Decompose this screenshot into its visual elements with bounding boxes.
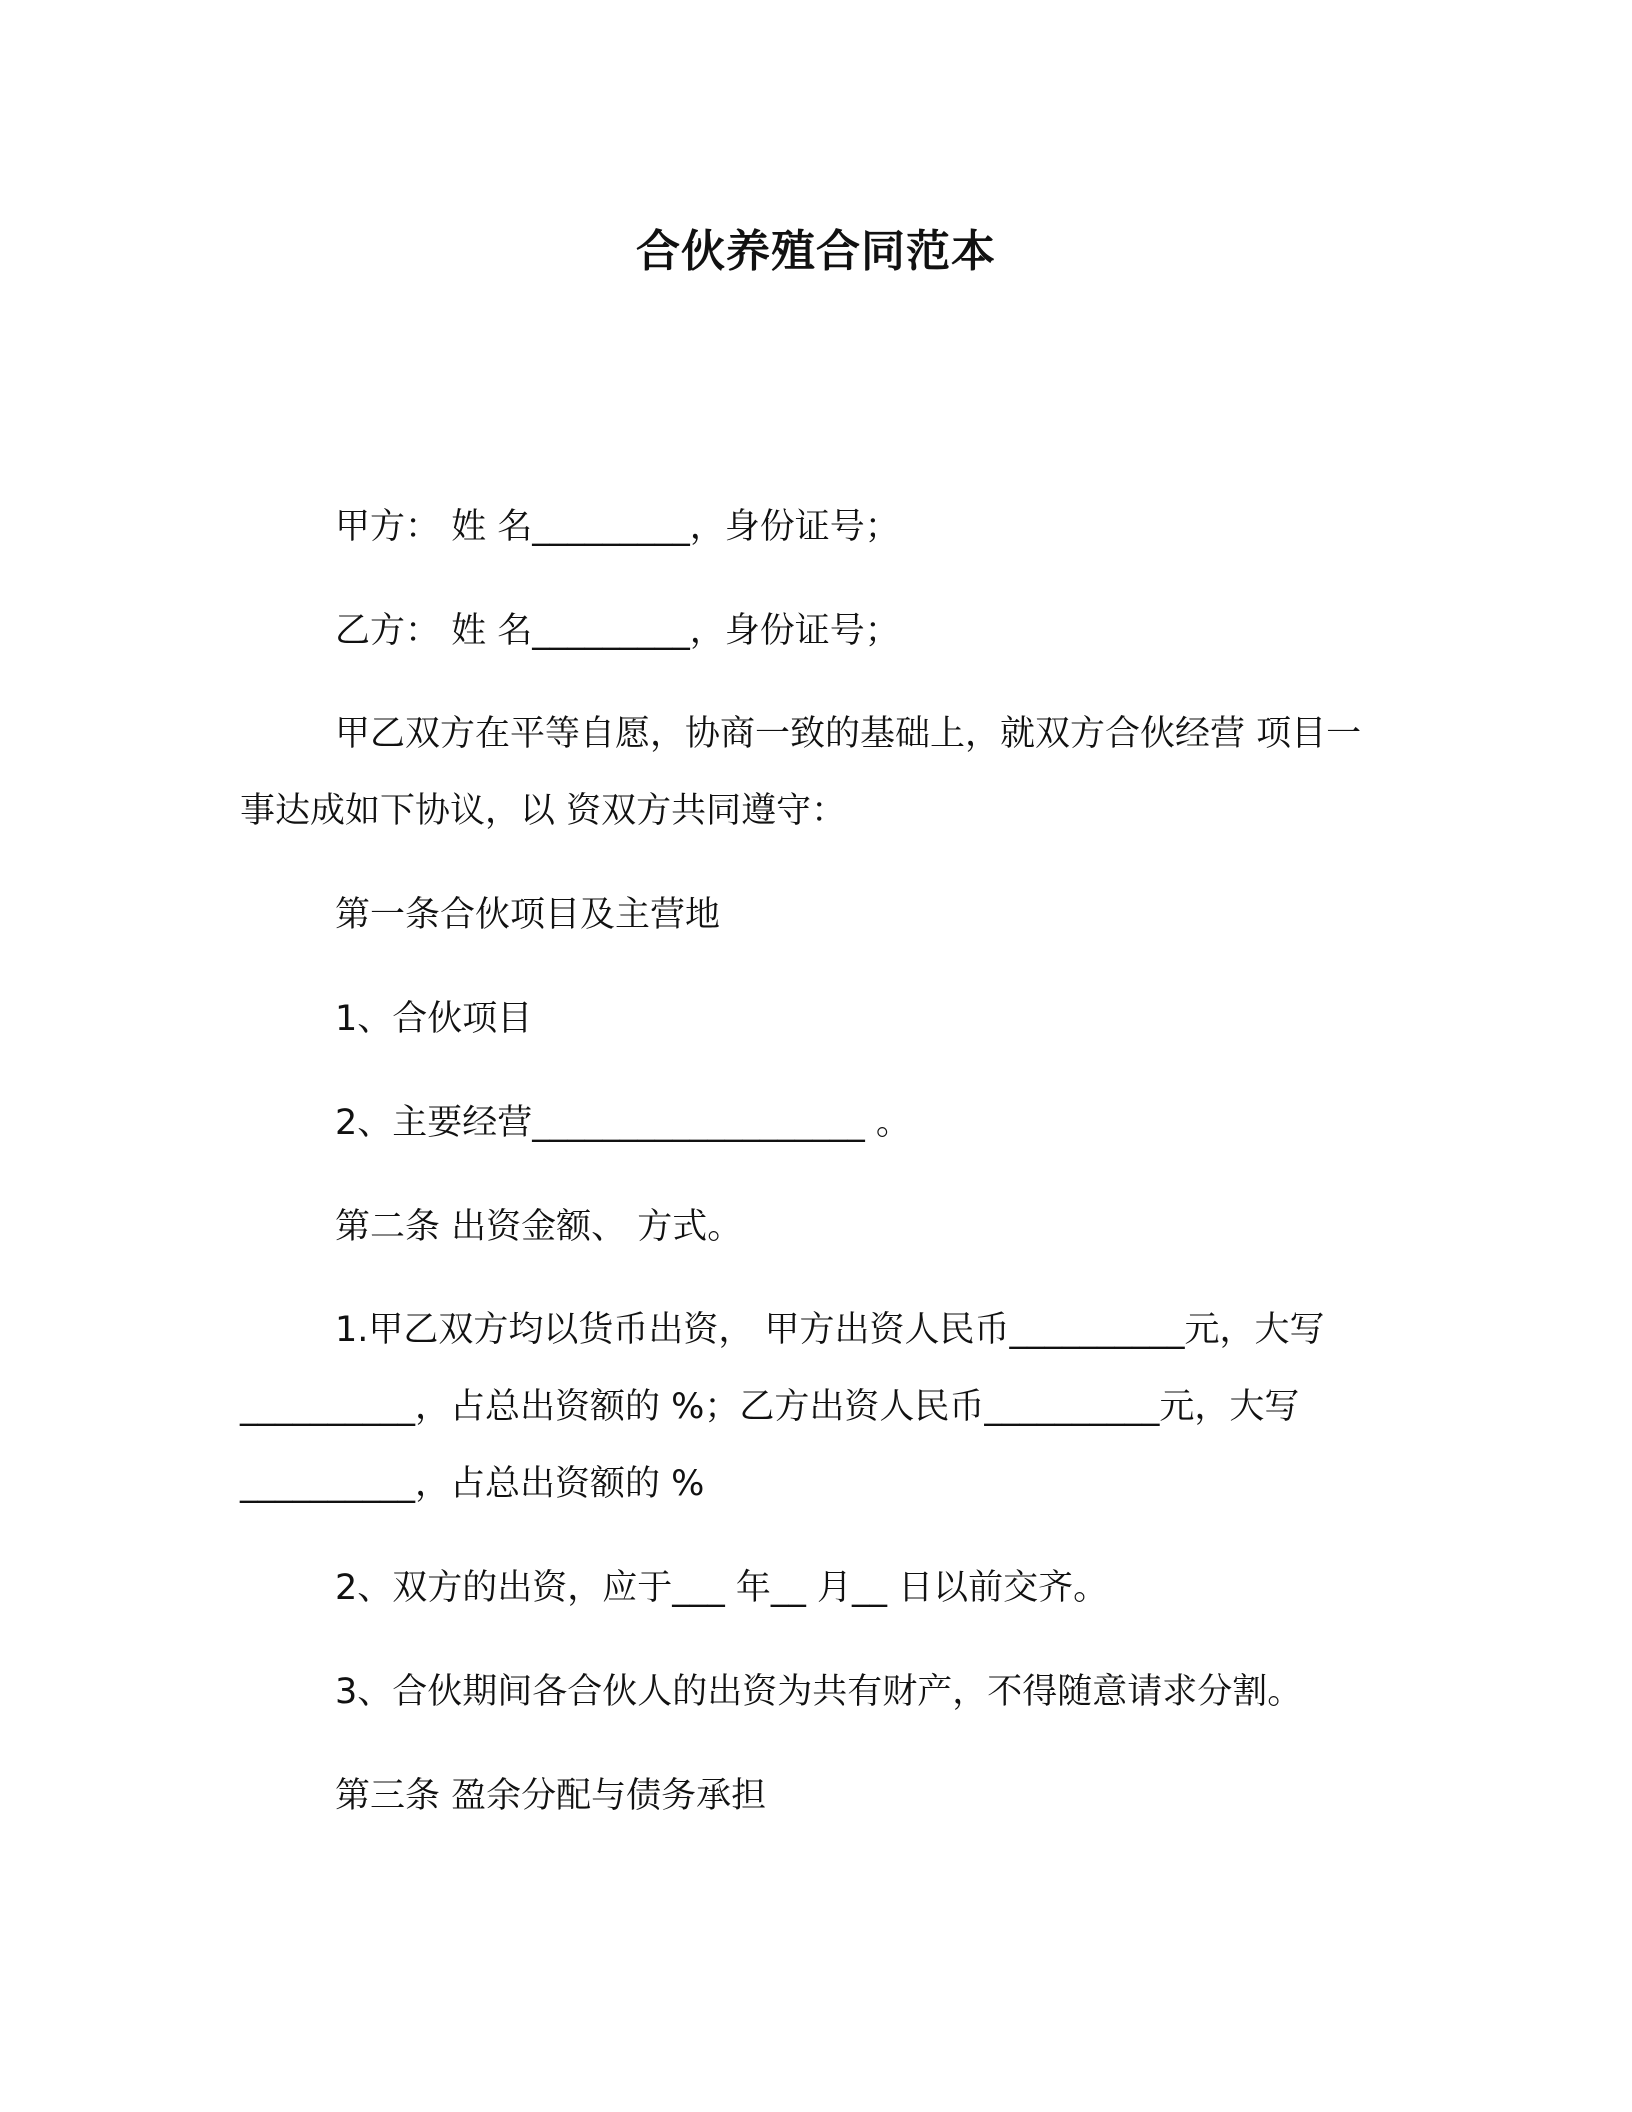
article-1-heading: 第一条合伙项目及主营地 — [335, 895, 721, 935]
article-1-item-1: 1、合伙项目 — [335, 999, 533, 1039]
agreement-intro: 甲乙双方在平等自愿，协商一致的基础上，就双方合伙经营 项目一事达成如下协议，以 资双方共同遵守： — [240, 714, 1362, 831]
article-1-item-2: 2、主要经营___________________ 。 — [335, 1103, 911, 1143]
party-a-line: 甲方： 姓 名_________，身份证号； — [335, 507, 900, 547]
article-2-item-2: 2、双方的出资，应于___ 年__ 月__ 日以前交齐。 — [335, 1568, 1109, 1608]
document-body — [240, 488, 1390, 1861]
party-b-line: 乙方： 姓 名_________，身份证号； — [335, 611, 900, 651]
article-3-heading: 第三条 盈余分配与债务承担 — [335, 1776, 767, 1816]
article-2-item-1: 1.甲乙双方均以货币出资， 甲方出资人民币__________元，大写__________，占总出资额的 %；乙方出资人民币__________元，大写__________，占总出资额的 % — [240, 1310, 1325, 1504]
article-2-item-3: 3、合伙期间各合伙人的出资为共有财产，不得随意请求分割。 — [335, 1672, 1303, 1712]
article-2-heading: 第二条 出资金额、 方式。 — [335, 1207, 743, 1247]
document-title: 合伙养殖合同范本 — [636, 226, 996, 277]
